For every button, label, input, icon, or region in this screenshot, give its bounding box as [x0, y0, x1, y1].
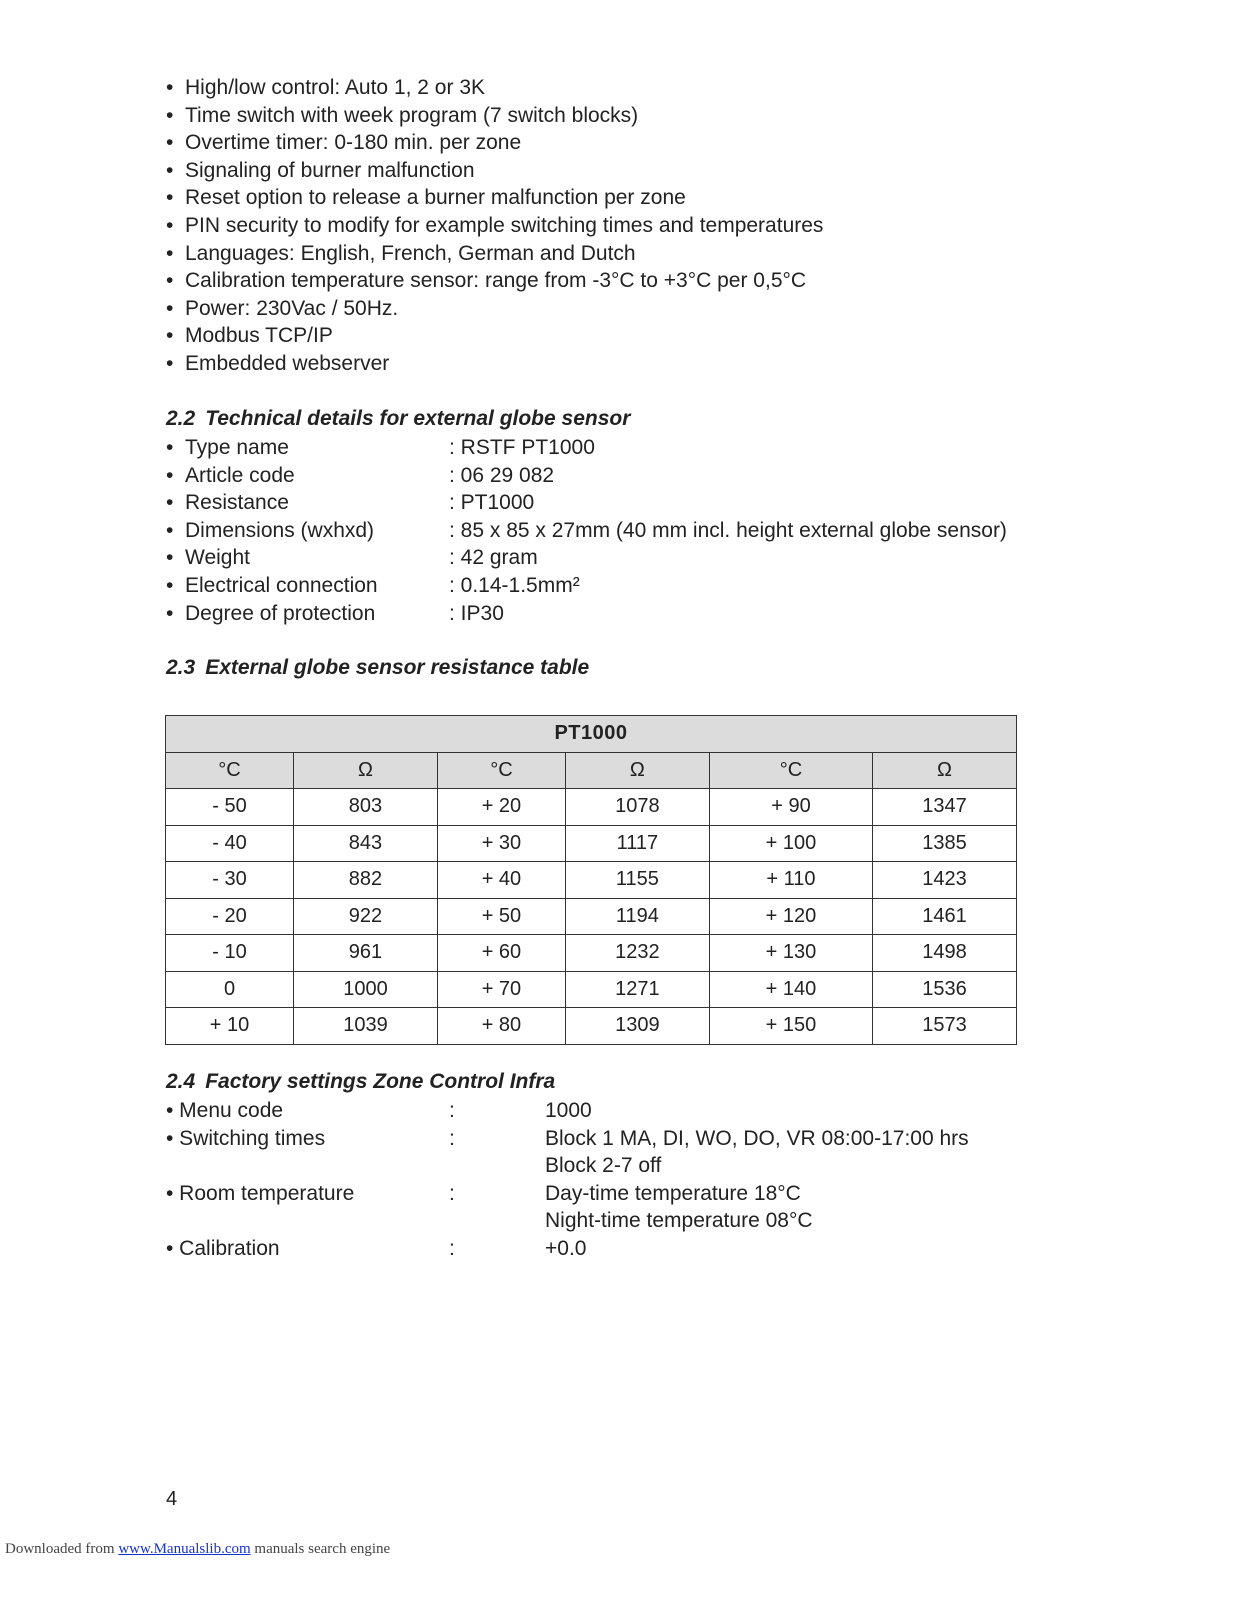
feature-item	[166, 74, 823, 102]
table-cell: 1155	[565, 862, 709, 899]
table-cell: + 140	[709, 971, 872, 1008]
table-cell: 1000	[294, 971, 438, 1008]
footer-suffix: manuals search engine	[250, 1541, 391, 1557]
feature-item	[166, 295, 823, 323]
feature-text: Languages: English, French, German and Dutch	[185, 241, 636, 265]
factory-value: Night-time temperature 08°C	[545, 1209, 813, 1233]
table-cell: + 120	[709, 898, 872, 935]
factory-value: 1000	[545, 1099, 592, 1122]
factory-value: Block 1 MA, DI, WO, DO, VR 08:00-17:00 hrs	[545, 1126, 969, 1150]
factory-colon: :	[449, 1099, 455, 1122]
section-heading: External globe sensor resistance table	[205, 656, 590, 679]
factory-label: • Room temperature	[166, 1181, 355, 1205]
resistance-table	[165, 715, 1017, 1045]
sensor-spec-list	[166, 434, 1007, 627]
table-cell: + 50	[437, 898, 565, 935]
factory-colon: :	[449, 1181, 455, 1205]
table-row	[166, 825, 1017, 862]
section-number: 2.2	[166, 407, 196, 430]
table-cell: + 20	[437, 789, 565, 826]
spec-label: Degree of protection	[185, 601, 376, 625]
table-cell: 1573	[873, 1008, 1017, 1045]
feature-item	[166, 129, 823, 157]
feature-text: PIN security to modify for example switching times and temperatures	[185, 213, 824, 237]
section-2-3-title	[166, 656, 589, 680]
bullet: •	[166, 601, 174, 625]
table-cell: - 50	[166, 789, 294, 826]
feature-item	[166, 267, 823, 295]
table-row	[166, 862, 1017, 899]
table-cell: 1536	[873, 971, 1017, 1008]
table-cell: + 150	[709, 1008, 872, 1045]
table-cell: 1232	[565, 935, 709, 972]
section-heading: Technical details for external globe sensor	[205, 407, 631, 430]
spec-item	[166, 600, 504, 628]
section-number: 2.3	[166, 656, 196, 679]
section-heading: Factory settings Zone Control Infra	[205, 1070, 556, 1093]
table-row	[166, 1008, 1017, 1045]
table-cell: 1347	[873, 789, 1017, 826]
table-cell: + 110	[709, 862, 872, 899]
table-cell: - 10	[166, 935, 294, 972]
bullet: •	[166, 241, 174, 265]
column-header: °C	[709, 752, 872, 789]
feature-list	[166, 74, 823, 378]
feature-text: Time switch with week program (7 switch blocks)	[185, 103, 639, 127]
download-footer	[5, 1541, 390, 1558]
table-cell: 1385	[873, 825, 1017, 862]
table-cell: 1117	[565, 825, 709, 862]
bullet: •	[166, 573, 174, 597]
spec-label: Article code	[185, 463, 295, 487]
bullet: •	[166, 158, 174, 182]
feature-text: Reset option to release a burner malfunction per zone	[185, 186, 686, 210]
spec-item	[166, 462, 555, 490]
bullet: •	[166, 463, 174, 487]
feature-text: Calibration temperature sensor: range from -3°C to +3°C per 0,5°C	[185, 269, 807, 293]
spec-value: : PT1000	[449, 491, 535, 515]
bullet: •	[166, 436, 174, 459]
table-cell: 0	[166, 971, 294, 1008]
table-cell: 961	[294, 935, 438, 972]
table-cell: + 100	[709, 825, 872, 862]
table-row	[166, 971, 1017, 1008]
table-cell: - 20	[166, 898, 294, 935]
factory-value: +0.0	[545, 1236, 587, 1260]
table-cell: - 30	[166, 862, 294, 899]
table-cell: + 40	[437, 862, 565, 899]
factory-label: • Calibration	[166, 1236, 280, 1260]
bullet: •	[166, 324, 174, 348]
table-cell: 1309	[565, 1008, 709, 1045]
spec-value: : 42 gram	[449, 546, 538, 570]
feature-item	[166, 212, 823, 240]
spec-value: : 0.14-1.5mm²	[449, 573, 580, 597]
factory-colon: :	[449, 1126, 455, 1150]
column-header: °C	[437, 752, 565, 789]
bullet: •	[166, 518, 174, 542]
section-2-2-title	[166, 407, 630, 431]
bullet: •	[166, 103, 174, 127]
table-row	[166, 898, 1017, 935]
bullet: •	[166, 186, 174, 210]
spec-item	[166, 544, 538, 572]
feature-item	[166, 322, 823, 350]
table-row	[166, 789, 1017, 826]
section-number: 2.4	[166, 1070, 196, 1093]
table-cell: 803	[294, 789, 438, 826]
table-cell: 1498	[873, 935, 1017, 972]
column-header: Ω	[565, 752, 709, 789]
table-cell: 1271	[565, 971, 709, 1008]
bullet: •	[166, 351, 174, 375]
table-cell: + 30	[437, 825, 565, 862]
bullet: •	[166, 546, 174, 570]
feature-text: Power: 230Vac / 50Hz.	[185, 296, 399, 320]
table-cell: - 40	[166, 825, 294, 862]
page-number: 4	[166, 1488, 178, 1510]
table-cell: + 80	[437, 1008, 565, 1045]
bullet: •	[166, 213, 174, 237]
feature-item	[166, 102, 823, 130]
spec-value: : RSTF PT1000	[449, 436, 595, 459]
spec-item	[166, 434, 595, 462]
feature-item	[166, 184, 823, 212]
table-cell: + 90	[709, 789, 872, 826]
column-header: Ω	[873, 752, 1017, 789]
table-cell: 1078	[565, 789, 709, 826]
feature-text: Embedded webserver	[185, 351, 390, 375]
spec-label: Type name	[185, 436, 289, 459]
spec-value: : 06 29 082	[449, 463, 555, 487]
feature-item	[166, 240, 823, 268]
footer-prefix: Downloaded from	[5, 1541, 119, 1557]
table-cell: + 60	[437, 935, 565, 972]
table-cell: 1039	[294, 1008, 438, 1045]
feature-item	[166, 157, 823, 185]
spec-item	[166, 489, 535, 517]
spec-label: Weight	[185, 546, 250, 570]
bullet: •	[166, 296, 174, 320]
table-cell: 882	[294, 862, 438, 899]
bullet: •	[166, 269, 174, 293]
spec-item	[166, 572, 580, 600]
section-2-4-title	[166, 1070, 555, 1094]
feature-text: Modbus TCP/IP	[185, 324, 333, 348]
table-cell: 1194	[565, 898, 709, 935]
factory-value: Block 2-7 off	[545, 1154, 662, 1178]
factory-value: Day-time temperature 18°C	[545, 1181, 801, 1205]
spec-label: Dimensions (wxhxd)	[185, 518, 375, 542]
spec-label: Electrical connection	[185, 573, 378, 597]
table-cell: 922	[294, 898, 438, 935]
factory-label: • Switching times	[166, 1126, 326, 1150]
table-cell: 1461	[873, 898, 1017, 935]
feature-text: Overtime timer: 0-180 min. per zone	[185, 131, 522, 155]
bullet: •	[166, 76, 174, 99]
factory-colon: :	[449, 1236, 455, 1260]
feature-text: Signaling of burner malfunction	[185, 158, 475, 182]
feature-text: High/low control: Auto 1, 2 or 3K	[185, 76, 485, 99]
table-cell: + 70	[437, 971, 565, 1008]
table-cell: + 130	[709, 935, 872, 972]
table-cell: + 10	[166, 1008, 294, 1045]
column-header: °C	[166, 752, 294, 789]
spec-item	[166, 517, 1007, 545]
table-cell: 1423	[873, 862, 1017, 899]
table-title: PT1000	[166, 716, 1017, 753]
table-cell: 843	[294, 825, 438, 862]
table-row	[166, 935, 1017, 972]
spec-label: Resistance	[185, 491, 289, 515]
manualslib-link[interactable]: www.Manualslib.com	[118, 1541, 251, 1557]
bullet: •	[166, 491, 174, 515]
factory-label: • Menu code	[166, 1099, 284, 1122]
spec-value: : IP30	[449, 601, 504, 625]
feature-item	[166, 350, 823, 378]
column-header: Ω	[294, 752, 438, 789]
spec-value: : 85 x 85 x 27mm (40 mm incl. height external globe sensor)	[449, 518, 1007, 542]
bullet: •	[166, 131, 174, 155]
